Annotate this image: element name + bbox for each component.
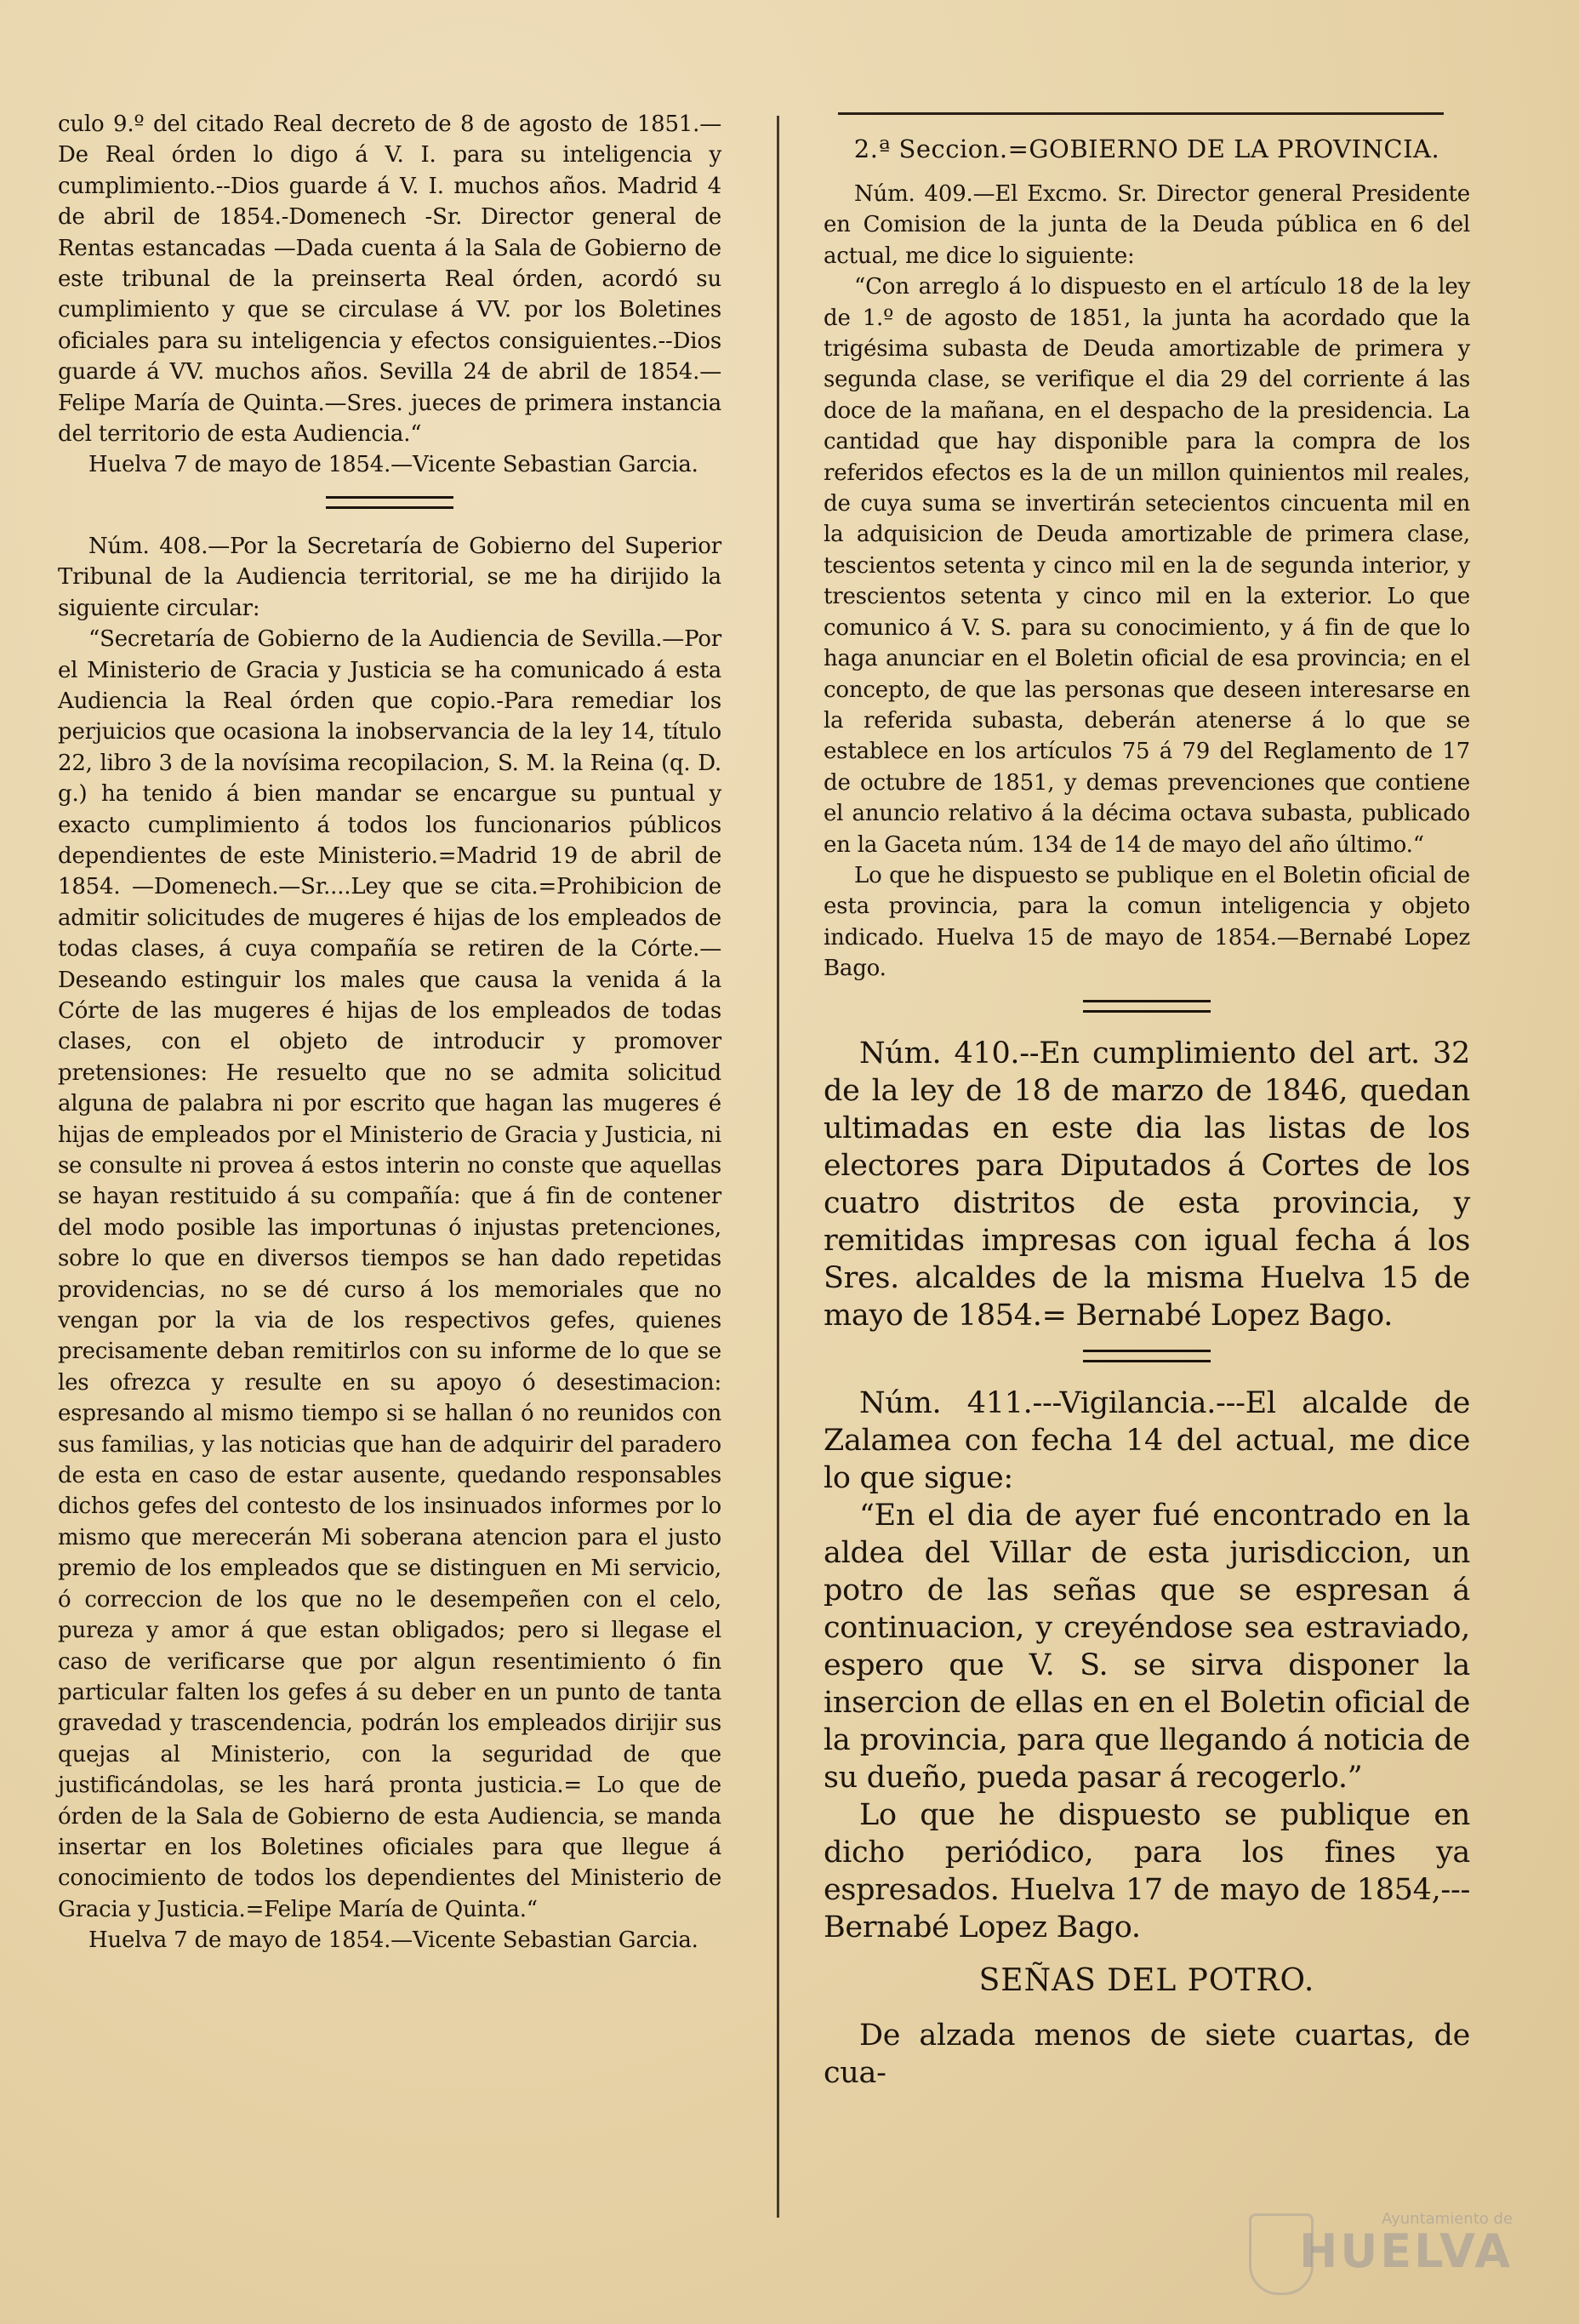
- paragraph-potro-report: “En el dia de ayer fué encontrado en la aldea del Villar de esta jurisdiccion, un potro de las señas que se espresan á continuacion, y creyéndose sea estraviado, espero que V. S. se sirva disponer la insercion de ellas en en el Boletin oficial de la provincia, para que llegando á noticia de su dueño, pueda pasar á recogerlo.”: [824, 1498, 1470, 1795]
- paragraph-411-closing: Lo que he dispuesto se publique en dicho periódico, para los fines ya espresados. Huelva 17 de mayo de 1854,---Bernabé Lopez Bago.: [824, 1797, 1470, 1944]
- right-column: [824, 109, 1470, 2092]
- signature-huelva-2: Huelva 7 de mayo de 1854.—Vicente Sebastian Garcia.: [88, 1927, 698, 1954]
- paragraph-circular: “Secretaría de Gobierno de la Audiencia de Sevilla.—Por el Ministerio de Gracia y Justicia se ha comunicado á esta Audiencia la Real órden que copio.-Para remediar los perjuicios que ocasiona la inobservancia de la ley 14, título 22, libro 3 de la novísima recopilacion, S. M. la Reina (q. D. g.) ha tenido á bien mandar se encargue su puntual y exacto cumplimiento á todos los funcionarios públicos dependientes de este Ministerio.=Madrid 19 de abril de 1854. —Domenech.—Sr....Ley que se cita.=Prohibicion de admitir solicitudes de mugeres é hijas de los empleados de todas clases, á cuya compañía se retiren de la Córte.—Deseando estinguir los males que causa la venida á la Córte de las mugeres é hijas de los empleados de todas clases, con el objeto de introducir y promover pretensiones: He resuelto que no se admita solicitud alguna de palabra ni por escrito que hagan las mugeres é hijas de empleados por el Ministerio de Gracia y Justicia, ni se consulte ni provea á estos interin no conste que aquellas se hayan restituido á su compañía: que á fin de contener del modo posible las importunas ó injustas pretenciones, sobre lo que en diversos tiempos se han dado repetidas providencias, no se dé curso á los memoriales que no vengan por la via de los respectivos gefes, quienes precisamente deban remitirlos con su informe de lo que se les ofrezca y resulte en su apoyo ó desestimacion: espresando al mismo tiempo si se hallan ó no reunidos con sus familias, y las noticias que han de adquirir del paradero de esta en caso de estar ausente, quedando responsables dichos gefes del contesto de los insinuados informes por lo mismo que merecerán Mi soberana atencion para el justo premio de los empleados que se distinguen en Mi servicio, ó correccion de los que no le desempeñen con el celo, pureza y amor á que estan obligados; pero si llegase el caso de verificarse que por algun resentimiento ó fin particular falten los gefes á su deber en un punto de tanta gravedad y trascendencia, podrán los empleados dirijir sus quejas al Ministerio, con la seguridad de que justificándolas, se les hará pronta justicia.= Lo que de órden de la Sala de Gobierno de esta Audiencia, se manda insertar en los Boletines oficiales para que llegue á conocimiento de todos los dependientes del Ministerio de Gracia y Justicia.=Felipe María de Quinta.“: [58, 626, 721, 1922]
- paragraph-409-closing: Lo que he dispuesto se publique en el Boletin oficial de esta provincia, para la comun inteligencia y objeto indicado. Huelva 15 de mayo de 1854.—Bernabé Lopez Bago.: [824, 862, 1470, 982]
- paragraph-num-410: Núm. 410.--En cumplimiento del art. 32 de la ley de 18 de marzo de 1846, quedan ultimadas en este dia las listas de los electores para Diputados á Cortes de los cuatro distritos de esta provincia, y remitidas impresas con igual fecha á los Sres. alcaldes de la misma Huelva 15 de mayo de 1854.= Bernabé Lopez Bago.: [824, 1036, 1470, 1333]
- paragraph-decree-continuation: culo 9.º del citado Real decreto de 8 de agosto de 1851.—De Real órden lo digo á V. I. para su inteligencia y cumplimiento.--Dios guarde á V. I. muchos años. Madrid 4 de abril de 1854.-Domenech -Sr. Director general de Rentas estancadas —Dada cuenta á la Sala de Gobierno de este tribunal de la preinserta Real órden, acordó su cumplimiento y que se circulase á VV. por los Boletines oficiales para su inteligencia y efectos consiguientes.--Dios guarde á VV. muchos años. Sevilla 24 de abril de 1854.—Felipe María de Quinta.—Sres. jueces de primera instancia del territorio de esta Audiencia.“: [58, 111, 721, 448]
- watermark: [1257, 2210, 1513, 2295]
- paragraph-num-411: Núm. 411.---Vigilancia.---El alcalde de Zalamea con fecha 14 del actual, me dice lo que sigue:: [824, 1385, 1470, 1495]
- watermark-line1: Ayuntamiento de: [1382, 2210, 1513, 2228]
- section-heading: 2.ª Seccion.=GOBIERNO DE LA PROVINCIA.: [853, 134, 1440, 163]
- left-column: [58, 109, 721, 1956]
- paragraph-num-408: Núm. 408.—Por la Secretaría de Gobierno del Superior Tribunal de la Audiencia territorial, se me ha dirijido la siguiente circular:: [58, 533, 721, 621]
- paragraph-num-409: Núm. 409.—El Excmo. Sr. Director general Presidente en Comision de la junta de la Deuda pública en 6 del actual, me dice lo siguiente:: [824, 181, 1470, 269]
- separator: [1083, 1000, 1211, 1013]
- separator: [1083, 1350, 1211, 1362]
- column-divider: [777, 116, 779, 2218]
- signature-huelva-1: Huelva 7 de mayo de 1854.—Vicente Sebastian Garcia.: [88, 452, 698, 478]
- paragraph-senas: De alzada menos de siete cuartas, de cua-: [824, 2018, 1470, 2090]
- crest-icon: [1249, 2213, 1314, 2295]
- senas-heading: SEÑAS DEL POTRO.: [978, 1962, 1315, 1998]
- watermark-line2: HUELVA: [1299, 2224, 1513, 2278]
- paragraph-subasta: “Con arreglo á lo dispuesto en el artículo 18 de la ley de 1.º de agosto de 1851, la junta ha acordado que la trigésima subasta de Deuda amortizable de primera y segunda clase, se verifique el dia 29 del corriente á las doce de la mañana, en el despacho de la presidencia. La cantidad que hay disponible para la compra de los referidos efectos es la de un millon quinientos mil reales, de cuya suma se invertirán setecientos cincuenta mil en la adquisicion de Deuda amortizable de primera clase, tescientos setenta y cinco mil en la de segunda interior, y trescientos setenta y cinco mil en la exterior. Lo que comunico á V. S. para su conocimiento, y á fin de que lo haga anunciar en el Boletin oficial de esa provincia; en el concepto, de que las personas que deseen interesarse en la referida subasta, deberán atenerse á lo que se establece en los artículos 75 á 79 del Reglamento de 17 de octubre de 1851, y demas prevenciones que contiene el anuncio relativo á la décima octava subasta, publicado en la Gaceta núm. 134 de 14 de mayo del año último.“: [824, 274, 1470, 858]
- separator: [326, 496, 453, 509]
